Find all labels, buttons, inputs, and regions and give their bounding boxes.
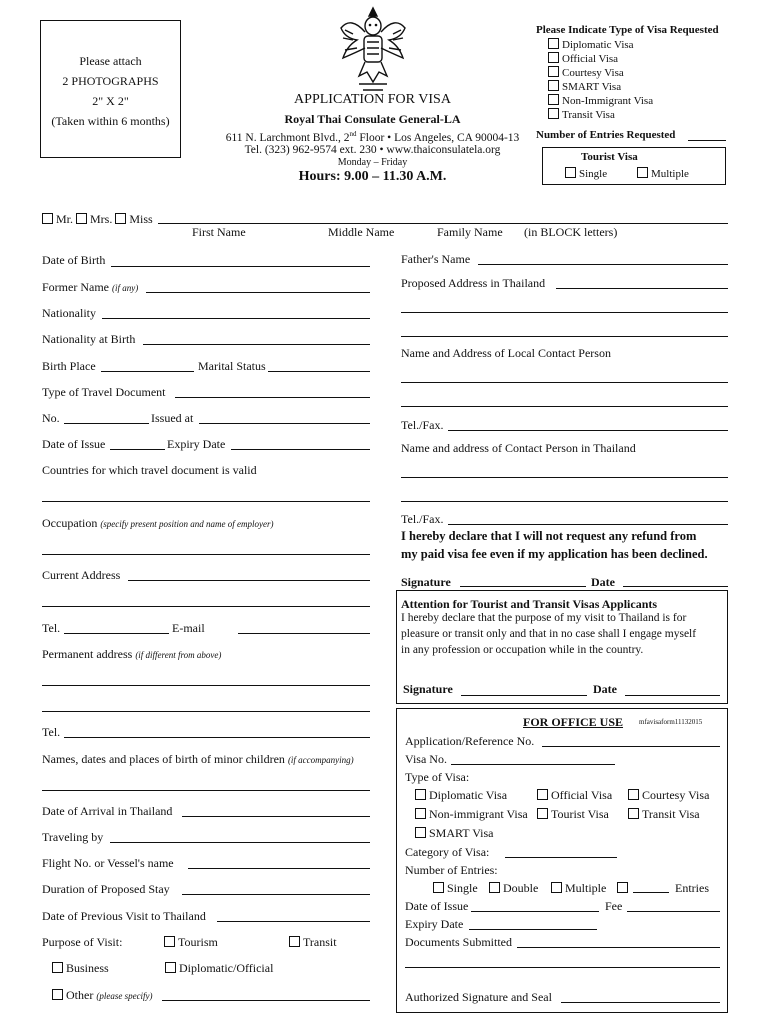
traveling-by-field[interactable] [110, 842, 370, 843]
checkbox[interactable] [537, 808, 548, 819]
office-tourist-option[interactable]: Tourist Visa [537, 807, 609, 822]
tourist-visa-box [542, 147, 726, 185]
checkbox[interactable] [637, 167, 648, 178]
checkbox[interactable] [489, 882, 500, 893]
tourist-visa-title: Tourist Visa [581, 151, 638, 163]
issued-at-label: Issued at [151, 411, 194, 425]
office-days: Monday – Friday [337, 156, 408, 168]
father-name-field[interactable] [478, 264, 728, 265]
birth-place-label: Birth Place [42, 359, 96, 373]
previous-visit-label: Date of Previous Visit to Thailand [42, 909, 206, 923]
office-use-box [396, 708, 728, 1013]
office-ref-field[interactable] [542, 746, 720, 747]
checkbox[interactable] [164, 936, 175, 947]
visa-type-section [536, 24, 719, 122]
office-single-option[interactable]: Single [433, 881, 478, 896]
checkbox[interactable] [433, 882, 444, 893]
father-name-label: Father's Name [401, 252, 471, 266]
checkbox[interactable] [165, 962, 176, 973]
checkbox[interactable] [548, 38, 559, 49]
issued-at-field[interactable] [199, 423, 370, 424]
office-expiry-field[interactable] [469, 929, 597, 930]
form-code: mfavisaform11132015 [639, 718, 703, 726]
checkbox[interactable] [289, 936, 300, 947]
expiry-date-field[interactable] [231, 449, 370, 450]
photo-box [40, 20, 181, 158]
checkbox[interactable] [42, 213, 53, 224]
children-field[interactable] [42, 790, 370, 791]
checkbox[interactable] [628, 808, 639, 819]
occupation-label: Occupation (specify present position and name of employer) [42, 516, 274, 530]
checkbox[interactable] [76, 213, 87, 224]
office-hours: Hours: 9.00 – 11.30 A.M. [298, 168, 447, 184]
marital-status-field[interactable] [268, 371, 370, 372]
signature-date-label: Date [591, 575, 615, 589]
office-fee-field[interactable] [627, 911, 720, 912]
local-contact-field-2[interactable] [401, 406, 728, 407]
title-miss-option[interactable]: Miss [115, 212, 152, 226]
purpose-business-option[interactable]: Business [52, 961, 109, 976]
tel-label: Tel. [42, 621, 61, 635]
attention-signature-field[interactable] [461, 695, 587, 696]
attention-line-2: pleasure or transit only and that in no case shall I engage myself [401, 628, 697, 640]
travel-document-label: Type of Travel Document [42, 385, 166, 399]
occupation-field[interactable] [42, 554, 370, 555]
former-name-label: Former Name (if any) [42, 280, 139, 294]
consulate-name: Royal Thai Consulate General-LA [284, 112, 461, 126]
office-ref-label: Application/Reference No. [405, 734, 535, 748]
duration-field[interactable] [182, 894, 370, 895]
attention-title: Attention for Tourist and Transit Visas Applicants [401, 597, 658, 611]
attention-box [396, 590, 728, 704]
checkbox[interactable] [548, 94, 559, 105]
permanent-address-field-2[interactable] [42, 711, 370, 712]
local-telfax-label: Tel./Fax. [401, 418, 444, 432]
office-entries-suffix: Entries [675, 881, 709, 895]
checkbox[interactable] [548, 52, 559, 63]
office-diplomatic-option[interactable]: Diplomatic Visa [415, 788, 507, 803]
form-title: APPLICATION FOR VISA [294, 92, 451, 107]
date-of-issue-label: Date of Issue [42, 437, 106, 451]
marital-status-label: Marital Status [198, 359, 266, 373]
office-courtesy-option[interactable]: Courtesy Visa [628, 788, 709, 803]
photo-line-1: Please attach [79, 54, 142, 68]
office-documents-field-1[interactable] [517, 947, 720, 948]
proposed-address-field-1[interactable] [556, 288, 728, 289]
email-field[interactable] [238, 633, 370, 634]
email-label: E-mail [172, 621, 205, 635]
arrival-date-label: Date of Arrival in Thailand [42, 804, 173, 818]
checkbox[interactable] [415, 827, 426, 838]
visa-option-official[interactable]: Official Visa [536, 52, 719, 66]
block-letters-label: (in BLOCK letters) [524, 225, 618, 239]
office-category-field[interactable] [505, 857, 617, 858]
birth-place-field[interactable] [101, 371, 194, 372]
nationality-label: Nationality [42, 306, 96, 320]
office-auth-label: Authorized Signature and Seal [405, 990, 552, 1004]
flight-field[interactable] [188, 868, 370, 869]
purpose-tourism-option[interactable]: Tourism [164, 935, 218, 950]
attention-line-1: I hereby declare that the purpose of my visit to Thailand is for [401, 612, 687, 624]
title-mr-option[interactable]: Mr. [42, 212, 73, 226]
checkbox[interactable] [565, 167, 576, 178]
title-mrs-option[interactable]: Mrs. [76, 212, 112, 226]
tel2-label: Tel. [42, 725, 61, 739]
office-category-label: Category of Visa: [405, 845, 490, 859]
office-entries-count-field[interactable] [633, 892, 669, 893]
attention-line-3: in any profession or occupation while in the country. [401, 644, 644, 656]
dob-label: Date of Birth [42, 253, 106, 267]
expiry-date-label: Expiry Date [167, 437, 226, 451]
local-telfax-field[interactable] [448, 430, 728, 431]
proposed-address-label: Proposed Address in Thailand [401, 276, 546, 290]
tel2-field[interactable] [64, 737, 370, 738]
signature-field[interactable] [460, 586, 586, 587]
office-double-option[interactable]: Double [489, 881, 538, 896]
purpose-diplomatic-option[interactable]: Diplomatic/Official [165, 961, 273, 976]
office-smart-option[interactable]: SMART Visa [415, 826, 493, 841]
checkbox[interactable] [548, 66, 559, 77]
arrival-date-field[interactable] [182, 816, 370, 817]
thai-telfax-label: Tel./Fax. [401, 512, 444, 526]
nationality-field[interactable] [102, 318, 370, 319]
office-use-title: FOR OFFICE USE [523, 715, 624, 729]
visa-type-heading: Please Indicate Type of Visa Requested [536, 24, 719, 36]
first-name-label: First Name [192, 225, 246, 239]
visa-option-transit[interactable]: Transit Visa [536, 108, 719, 122]
consulate-address: 611 N. Larchmont Blvd., 2nd Floor • Los Angeles, CA 90004-13 [225, 130, 520, 144]
tourist-single-option[interactable]: Single [565, 167, 607, 180]
full-name-field[interactable] [158, 223, 728, 224]
checkbox[interactable] [548, 108, 559, 119]
office-transit-option[interactable]: Transit Visa [628, 807, 700, 822]
signature-date-field[interactable] [623, 586, 728, 587]
signature-label: Signature [401, 575, 451, 589]
entries-requested-field[interactable] [688, 140, 726, 141]
checkbox[interactable] [617, 882, 628, 893]
doc-number-label: No. [42, 411, 60, 425]
garuda-emblem-icon [337, 6, 409, 94]
office-type-label: Type of Visa: [405, 770, 470, 784]
visa-option-diplomatic[interactable]: Diplomatic Visa [536, 38, 719, 52]
travel-document-field[interactable] [175, 397, 370, 398]
middle-name-label: Middle Name [328, 225, 395, 239]
valid-countries-label: Countries for which travel document is valid [42, 463, 257, 477]
former-name-field[interactable] [146, 292, 370, 293]
office-official-option[interactable]: Official Visa [537, 788, 612, 803]
purpose-label: Purpose of Visit: [42, 935, 123, 949]
current-address-field-1[interactable] [128, 580, 370, 581]
tel-field[interactable] [64, 633, 169, 634]
nationality-at-birth-label: Nationality at Birth [42, 332, 136, 346]
thai-telfax-field[interactable] [448, 524, 728, 525]
office-nonimmigrant-option[interactable]: Non-immigrant Visa [415, 807, 528, 822]
office-visa-no-label: Visa No. [405, 752, 447, 766]
header [200, 92, 545, 185]
photo-line-4: (Taken within 6 months) [51, 114, 170, 128]
purpose-other-field[interactable] [162, 1000, 370, 1001]
checkbox[interactable] [537, 789, 548, 800]
local-contact-field-1[interactable] [401, 382, 728, 383]
proposed-address-field-3[interactable] [401, 336, 728, 337]
traveling-by-label: Traveling by [42, 830, 104, 844]
checkbox[interactable] [52, 962, 63, 973]
children-label: Names, dates and places of birth of minor children (if accompanying) [42, 752, 354, 766]
checkbox[interactable] [628, 789, 639, 800]
visa-option-courtesy[interactable]: Courtesy Visa [536, 66, 719, 80]
local-contact-label: Name and Address of Local Contact Person [401, 346, 611, 360]
office-multiple-option[interactable]: Multiple [551, 881, 606, 896]
office-date-issue-field[interactable] [471, 911, 599, 912]
thai-contact-label: Name and address of Contact Person in Thailand [401, 441, 636, 455]
thai-contact-field-2[interactable] [401, 501, 728, 502]
checkbox[interactable] [115, 213, 126, 224]
office-date-issue-label: Date of Issue [405, 899, 469, 913]
consulate-phone: Tel. (323) 962-9574 ext. 230 • www.thaiconsulatela.org [244, 143, 501, 156]
family-name-label: Family Name [437, 225, 503, 239]
office-expiry-label: Expiry Date [405, 917, 464, 931]
dob-field[interactable] [111, 266, 370, 267]
office-entries-count[interactable] [617, 881, 631, 896]
office-visa-no-field[interactable] [451, 764, 615, 765]
proposed-address-field-2[interactable] [401, 312, 728, 313]
purpose-other-option[interactable]: Other (please specify) [52, 988, 153, 1003]
permanent-address-field-1[interactable] [42, 685, 370, 686]
tourist-multiple-option[interactable]: Multiple [637, 167, 689, 180]
duration-label: Duration of Proposed Stay [42, 882, 170, 896]
checkbox[interactable] [551, 882, 562, 893]
purpose-transit-option[interactable]: Transit [289, 935, 337, 950]
title-options [42, 212, 153, 227]
current-address-field-2[interactable] [42, 606, 370, 607]
attention-signature-label: Signature [403, 682, 453, 696]
refund-declaration-2: my paid visa fee even if my application has been declined. [401, 547, 708, 561]
previous-visit-field[interactable] [217, 921, 370, 922]
thai-contact-field-1[interactable] [401, 477, 728, 478]
photo-line-3: 2" X 2" [92, 94, 129, 108]
permanent-address-label: Permanent address (if different from above) [42, 647, 222, 661]
office-documents-label: Documents Submitted [405, 935, 512, 949]
date-of-issue-field[interactable] [110, 449, 165, 450]
office-fee-label: Fee [605, 899, 623, 913]
checkbox[interactable] [415, 808, 426, 819]
nationality-at-birth-field[interactable] [143, 344, 370, 345]
attention-date-label: Date [593, 682, 617, 696]
flight-label: Flight No. or Vessel's name [42, 856, 174, 870]
checkbox[interactable] [548, 80, 559, 91]
valid-countries-field[interactable] [42, 501, 370, 502]
attention-date-field[interactable] [625, 695, 720, 696]
visa-option-smart[interactable]: SMART Visa [536, 80, 719, 94]
current-address-label: Current Address [42, 568, 121, 582]
office-entries-label: Number of Entries: [405, 863, 498, 877]
refund-declaration-1: I hereby declare that I will not request any refund from [401, 529, 697, 543]
office-auth-field[interactable] [561, 1002, 720, 1003]
checkbox[interactable] [415, 789, 426, 800]
doc-number-field[interactable] [64, 423, 149, 424]
office-documents-field-2[interactable] [405, 967, 720, 968]
photo-line-2: 2 PHOTOGRAPHS [62, 74, 159, 88]
visa-option-non-immigrant[interactable]: Non-Immigrant Visa [536, 94, 719, 108]
entries-requested-label: Number of Entries Requested [536, 129, 676, 141]
checkbox[interactable] [52, 989, 63, 1000]
